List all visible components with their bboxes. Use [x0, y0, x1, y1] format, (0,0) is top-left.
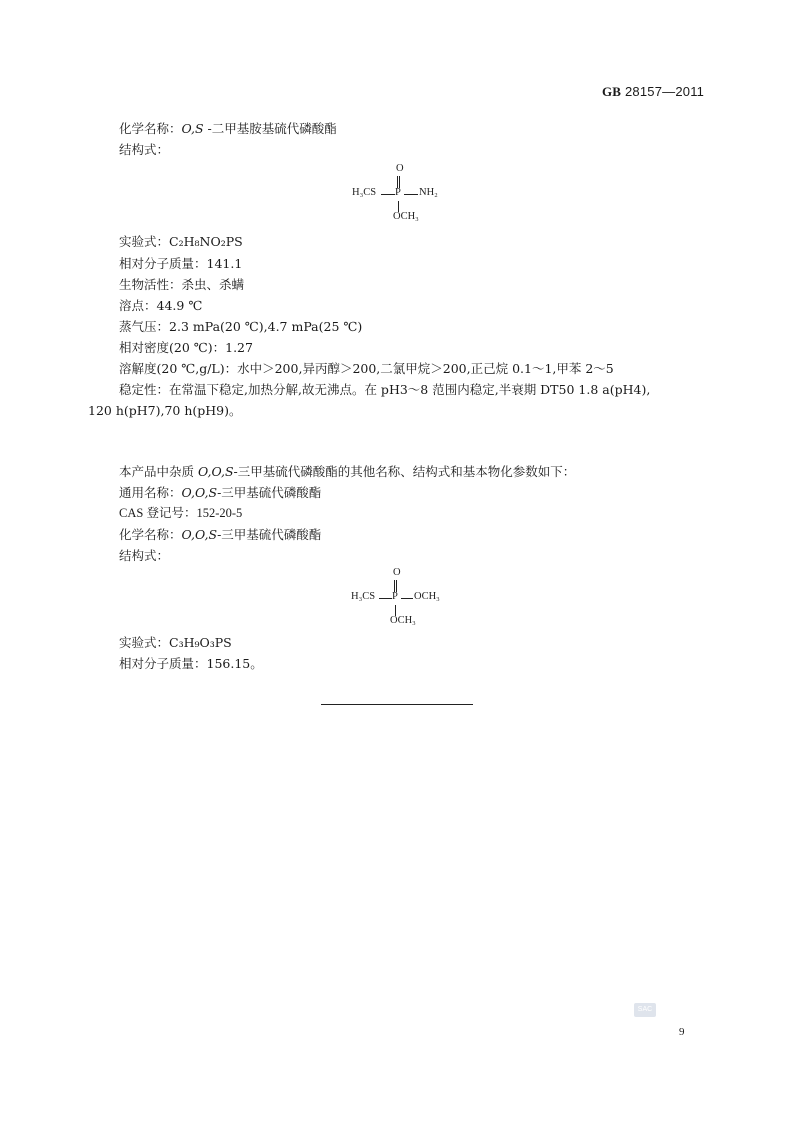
italic-prefix: O,S	[181, 121, 204, 136]
atom-bottom: OCH₃	[390, 615, 416, 626]
value: 水中＞200,异丙醇＞200,二氯甲烷＞200,正己烷 0.1～1,甲苯 2～5	[237, 361, 614, 376]
value: 141.1	[206, 256, 243, 271]
label: 实验式：	[119, 234, 170, 249]
end-of-document-rule	[321, 704, 473, 705]
label: 化学名称：	[119, 527, 182, 542]
mp-line	[119, 296, 202, 315]
mw-line-2	[119, 654, 263, 673]
bond	[381, 194, 395, 195]
stability-line-cont: 120 h(pH7),70 h(pH9)。	[88, 403, 242, 418]
atom-left: H₃CS	[351, 591, 376, 602]
atom-top: O	[393, 567, 401, 578]
chem-name-line-1	[119, 119, 337, 138]
atom-right: NH₂	[419, 187, 438, 198]
bond	[379, 598, 392, 599]
bond	[401, 598, 413, 599]
bond	[404, 194, 418, 195]
bio-line	[119, 275, 244, 294]
atom-left: H₃CS	[352, 187, 377, 198]
value: 156.15。	[206, 656, 263, 671]
italic-prefix: O,O,S	[197, 464, 234, 479]
formula-line-1	[119, 232, 243, 251]
text: -三甲基硫代磷酸酯的其他名称、结构式和基本物化参数如下：	[233, 464, 576, 479]
value: 1.27	[225, 340, 253, 355]
label: 生物活性：	[119, 277, 182, 292]
value: 在常温下稳定,加热分解,故无沸点。在 pH3～8 范围内稳定,半衰期 DT50 1.8 a(pH4),	[169, 382, 651, 397]
label: 溶解度(20 ℃,g/L)：	[119, 361, 238, 376]
cas-line	[119, 504, 242, 523]
std-prefix: GB	[602, 84, 622, 99]
atom-bottom: OCH₃	[393, 211, 419, 222]
value: 2.3 mPa(20 ℃),4.7 mPa(25 ℃)	[169, 319, 363, 334]
common-name-line	[119, 483, 321, 502]
impurity-intro	[119, 462, 575, 481]
atom-center: P	[392, 591, 398, 602]
chem-name-line-2	[119, 525, 321, 544]
std-number: 28157—2011	[625, 84, 705, 99]
mw-line-1	[119, 254, 242, 273]
value: -三甲基硫代磷酸酯	[217, 485, 322, 500]
label: 相对分子质量：	[119, 256, 207, 271]
density-line	[119, 338, 253, 357]
value: -二甲基胺基硫代磷酸酯	[203, 121, 337, 136]
label: CAS 登记号：	[119, 506, 197, 520]
sac-watermark-logo: SAC	[634, 1003, 656, 1017]
label: 相对密度(20 ℃)：	[119, 340, 226, 355]
formula-line-2	[119, 633, 232, 652]
atom-center: P	[395, 187, 401, 198]
atom-top: O	[396, 163, 404, 174]
stability-line	[119, 380, 650, 399]
standard-code	[602, 84, 704, 100]
value: 杀虫、杀螨	[181, 277, 245, 292]
page-number: 9	[679, 1026, 685, 1038]
italic-prefix: O,O,S	[181, 527, 218, 542]
structure-diagram-2	[351, 567, 451, 633]
structure-diagram-1	[352, 163, 452, 229]
vp-line	[119, 317, 362, 336]
structure-label-1: 结构式：	[119, 142, 170, 157]
value: C₃H₉O₃PS	[169, 635, 232, 650]
label: 稳定性：	[119, 382, 170, 397]
label: 蒸气压：	[119, 319, 170, 334]
label: 化学名称：	[119, 121, 182, 136]
italic-prefix: O,O,S	[181, 485, 218, 500]
label: 实验式：	[119, 635, 170, 650]
value: 152-20-5	[196, 506, 243, 520]
value: -三甲基硫代磷酸酯	[217, 527, 322, 542]
value: 44.9 ℃	[156, 298, 203, 313]
solubility-line	[119, 359, 614, 378]
label: 相对分子质量：	[119, 656, 207, 671]
label: 通用名称：	[119, 485, 182, 500]
value: C₂H₈NO₂PS	[169, 234, 243, 249]
structure-label-2: 结构式：	[119, 548, 170, 563]
text: 本产品中杂质	[119, 464, 198, 479]
atom-right: OCH₃	[414, 591, 440, 602]
label: 溶点：	[119, 298, 157, 313]
